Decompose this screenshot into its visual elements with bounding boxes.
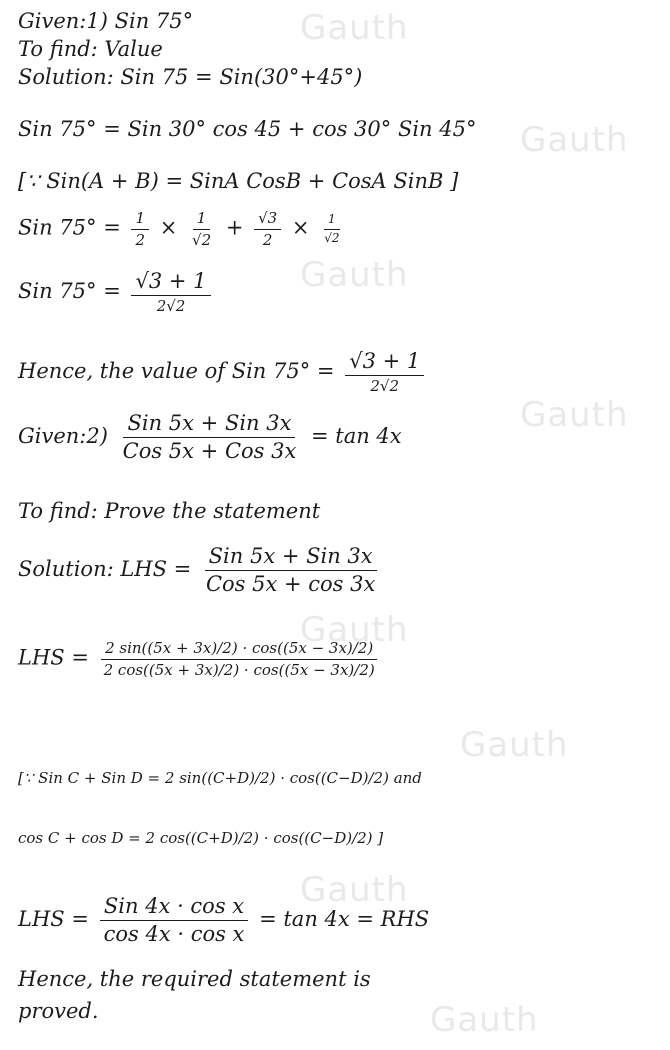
to-find-2: To find: Prove the statement	[18, 499, 321, 523]
solution-2	[18, 545, 383, 596]
half-fraction	[131, 210, 149, 248]
lhs-sum-to-product	[18, 640, 383, 678]
inv-root2-denominator: √2	[192, 230, 212, 249]
solution-2-label: Solution: LHS =	[18, 557, 192, 582]
given-2	[18, 412, 402, 463]
watermark: Gauth	[300, 255, 409, 295]
hence-1-text: Hence, the value of Sin 75° =	[18, 358, 335, 383]
times-sign: ×	[159, 215, 178, 240]
given-2-label: Given:2)	[18, 424, 108, 449]
watermark: Gauth	[460, 725, 569, 765]
hence-1-numerator: √3 + 1	[345, 350, 424, 376]
result-lhs: Sin 75° =	[18, 278, 121, 303]
lhs-3-fraction	[100, 895, 249, 946]
inv-root2-numerator-b: 1	[324, 213, 340, 229]
result-step	[18, 270, 215, 315]
inv-root2-denominator-b: √2	[324, 230, 340, 245]
plus-sign: +	[225, 215, 244, 240]
watermark: Gauth	[520, 395, 629, 435]
lhs-3-denominator: cos 4x · cos x	[103, 922, 245, 947]
result-denominator: 2√2	[156, 297, 186, 316]
root3-numerator: √3	[254, 210, 281, 230]
given-2-rhs: = tan 4x	[311, 424, 402, 449]
substitution-lhs: Sin 75° =	[18, 215, 121, 240]
given-1: Given:1) Sin 75°	[18, 9, 194, 33]
lhs-2-denominator: 2 cos((5x + 3x)/2) · cos((5x − 3x)/2)	[103, 660, 375, 679]
inv-root2-fraction-b	[320, 213, 343, 244]
lhs-2-numerator: 2 sin((5x + 3x)/2) · cos((5x − 3x)/2)	[101, 640, 377, 660]
result-numerator: √3 + 1	[131, 270, 210, 296]
lhs-3-label: LHS =	[18, 907, 89, 932]
hence-1-fraction	[345, 350, 424, 395]
root3-half-fraction	[254, 210, 281, 248]
watermark: Gauth	[300, 8, 409, 48]
solution-1: Solution: Sin 75 = Sin(30°+45°)	[18, 65, 363, 89]
inv-root2-numerator: 1	[193, 210, 211, 230]
inv-root2-fraction	[188, 210, 215, 248]
lhs-3-rhs: = tan 4x = RHS	[259, 907, 430, 932]
hence-1-denominator: 2√2	[370, 377, 400, 396]
given-2-numerator: Sin 5x + Sin 3x	[123, 412, 295, 438]
given-2-denominator: Cos 5x + Cos 3x	[122, 439, 297, 464]
half-numerator: 1	[131, 210, 149, 230]
hence-2a: Hence, the required statement is	[18, 967, 371, 991]
watermark: Gauth	[430, 1000, 539, 1040]
solution-2-numerator: Sin 5x + Sin 3x	[205, 545, 377, 571]
result-fraction	[131, 270, 210, 315]
solution-2-denominator: Cos 5x + cos 3x	[205, 572, 376, 597]
half-denominator: 2	[135, 230, 146, 249]
watermark: Gauth	[520, 120, 629, 160]
lhs-2-fraction	[100, 640, 379, 678]
hence-2b: proved.	[18, 999, 99, 1023]
times-sign: ×	[291, 215, 310, 240]
lhs-simplified	[18, 895, 429, 946]
given-2-fraction	[119, 412, 301, 463]
to-find-1: To find: Value	[18, 37, 163, 61]
lhs-3-numerator: Sin 4x · cos x	[100, 895, 248, 921]
identity-2a: [∵ Sin C + Sin D = 2 sin((C+D)/2) · cos((C−D)/2) and	[18, 769, 422, 787]
watermark: Gauth	[300, 870, 409, 910]
identity-2b: cos C + cos D = 2 cos((C+D)/2) · cos((C−D)/2) ]	[18, 829, 384, 847]
identity-1: [∵ Sin(A + B) = SinA CosB + CosA SinB ]	[18, 169, 459, 193]
solution-2-fraction	[202, 545, 379, 596]
watermark: Gauth	[300, 610, 409, 650]
substitution-step	[18, 210, 347, 248]
hence-1	[18, 350, 428, 395]
lhs-2-label: LHS =	[18, 645, 89, 670]
expansion-1: Sin 75° = Sin 30° cos 45 + cos 30° Sin 45°	[18, 117, 477, 141]
root3-denominator: 2	[262, 230, 273, 249]
